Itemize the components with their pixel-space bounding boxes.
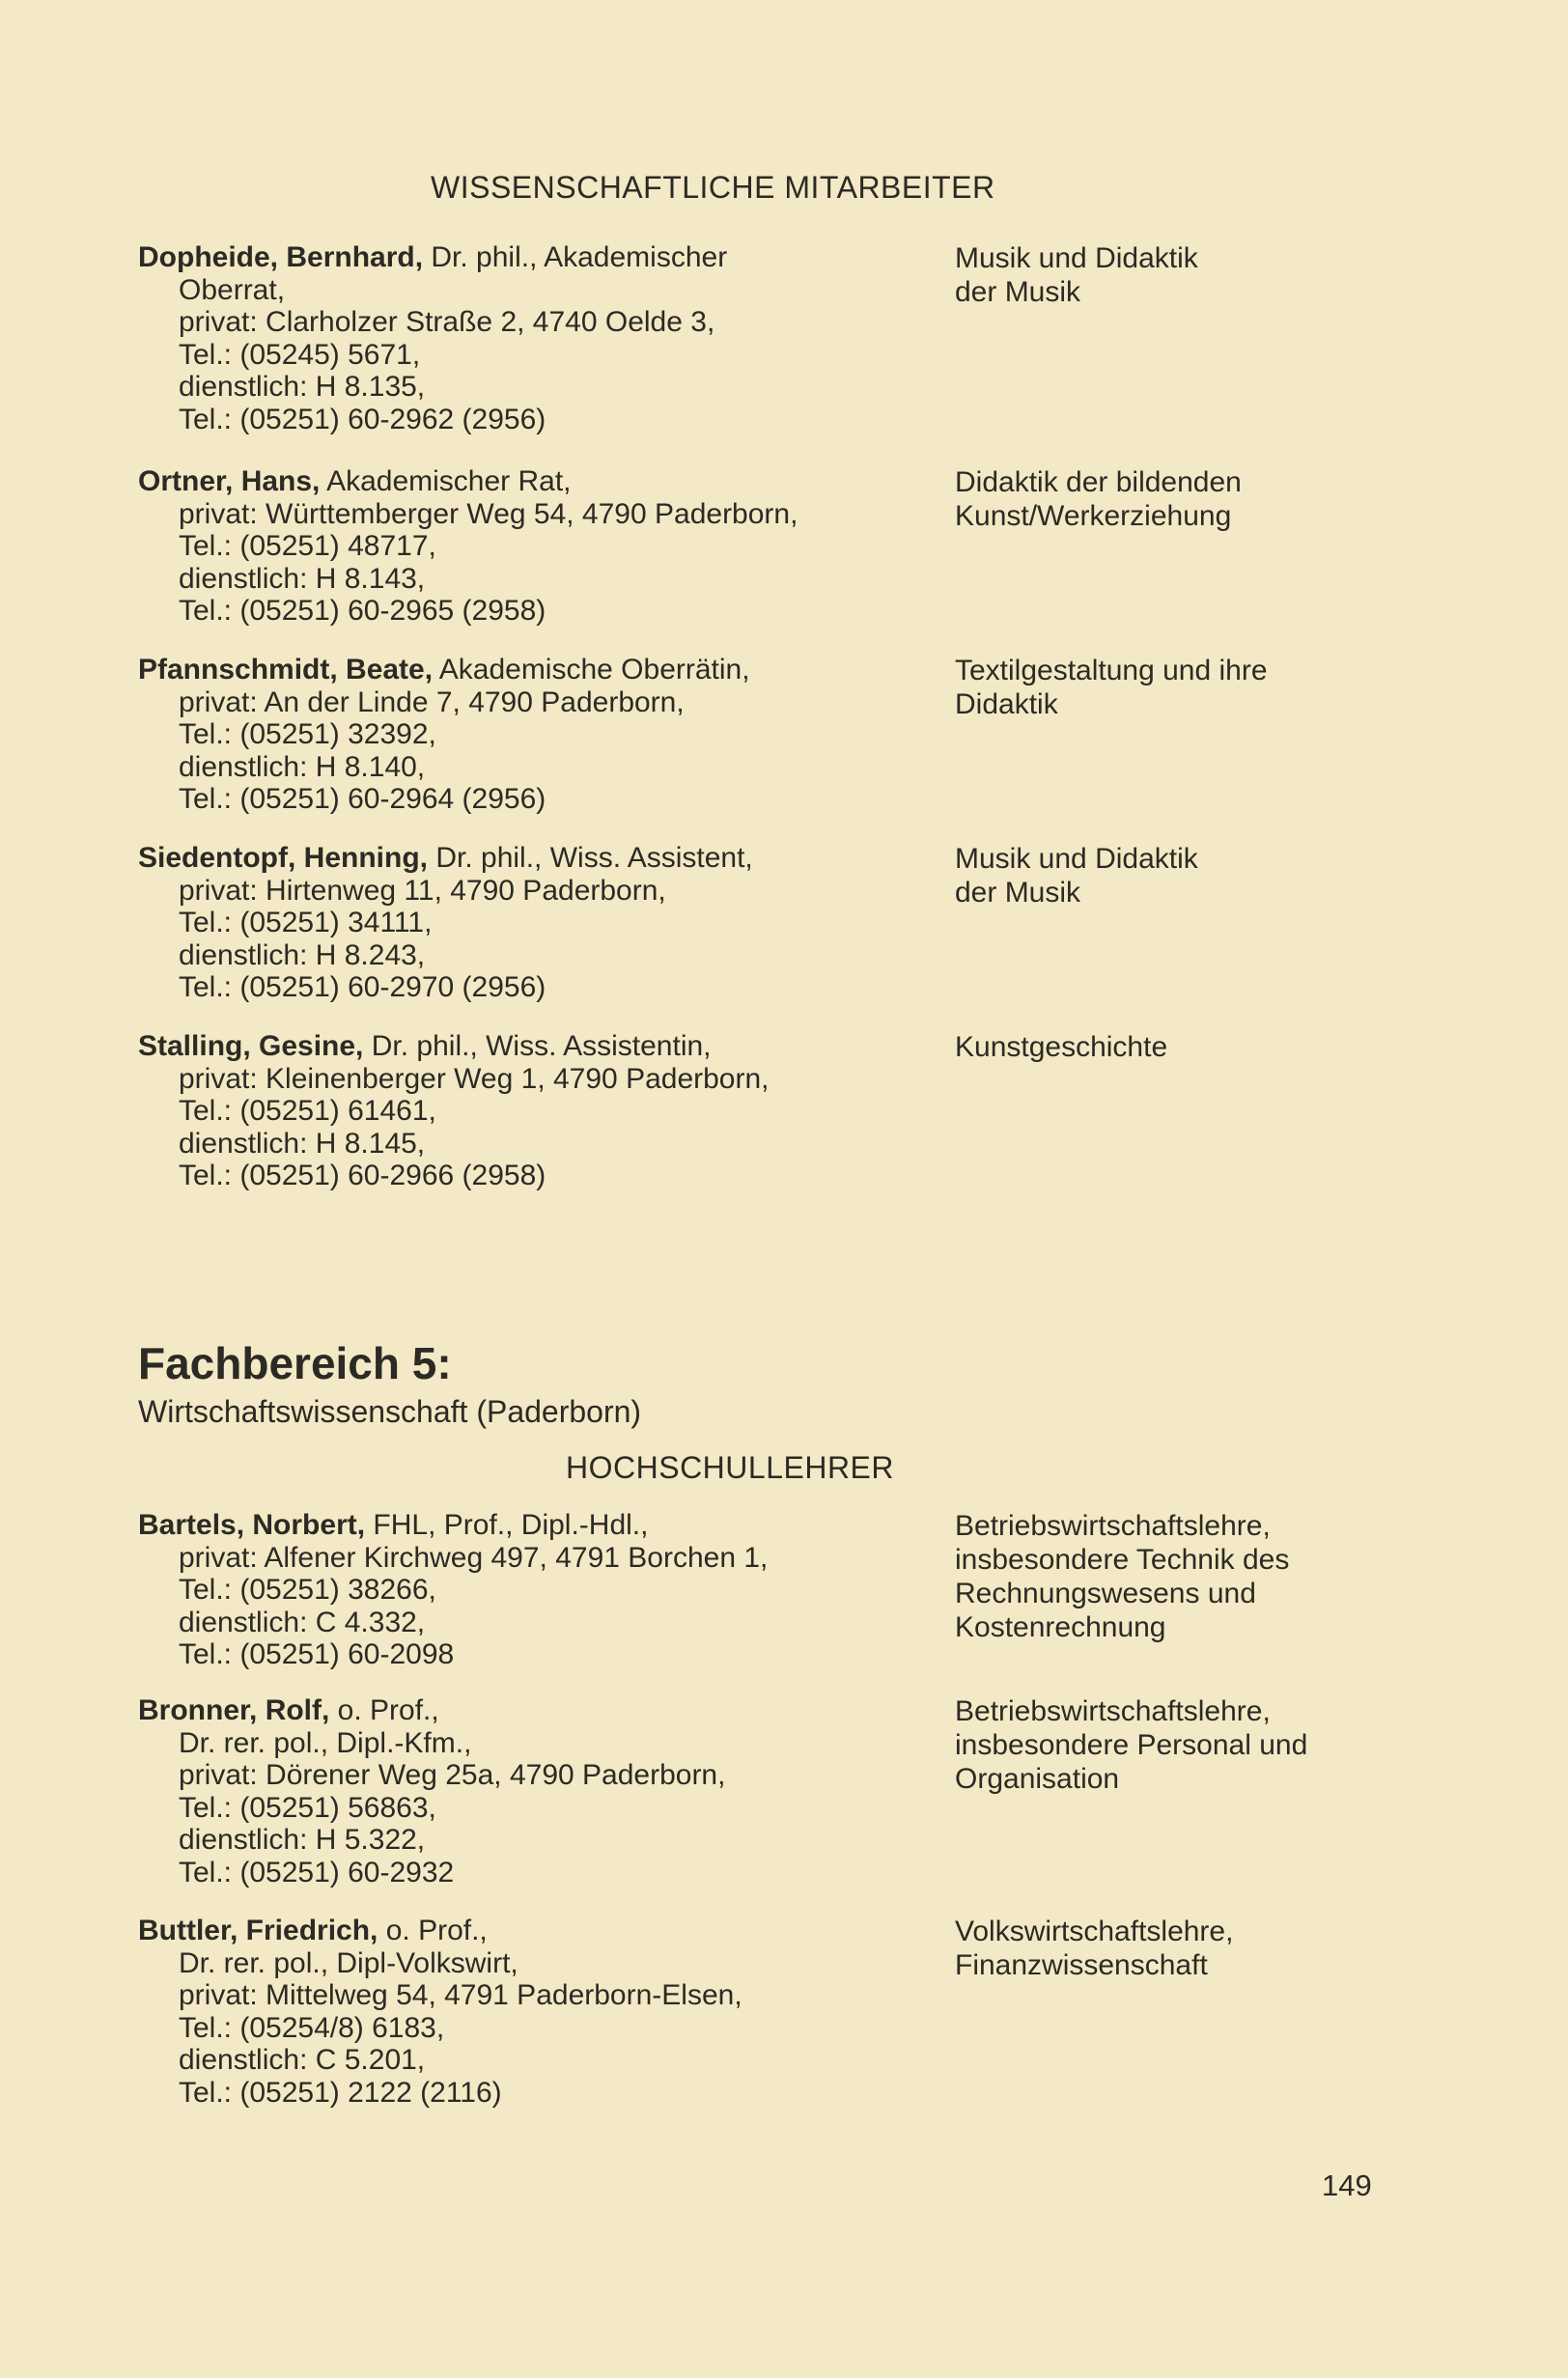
professor-name: Bartels, Norbert, [138, 1509, 366, 1541]
staff-title: Akademische Oberrätin, [433, 654, 750, 685]
detail-line: privat: Dörener Weg 25a, 4790 Paderborn, [179, 1759, 726, 1791]
detail-line: Tel.: (05251) 60-2965 (2958) [179, 595, 546, 627]
subject-line: Musik und Didaktik [955, 843, 1198, 875]
detail-line: Tel.: (05251) 60-2962 (2956) [179, 403, 546, 435]
detail-line: Tel.: (05251) 34111, [179, 907, 433, 938]
detail-line: privat: Alfener Kirchweg 497, 4791 Borchen 1, [179, 1541, 769, 1574]
detail-line: privat: Clarholzer Straße 2, 4740 Oelde 3, [179, 306, 715, 338]
detail-line: dienstlich: C 4.332, [179, 1606, 426, 1638]
staff-subject [955, 842, 1409, 909]
staff-details [138, 241, 930, 435]
detail-line: privat: Hirtenweg 11, 4790 Paderborn, [179, 874, 666, 907]
staff-details [138, 842, 930, 1004]
detail-line: Tel.: (05251) 60-2966 (2958) [179, 1160, 546, 1191]
staff-title: Dr. phil., Akademischer [423, 241, 728, 273]
detail-line: dienstlich: H 8.143, [179, 562, 426, 595]
staff-name: Dopheide, Bernhard, [138, 241, 424, 273]
subject-line: Rechnungswesens und [955, 1578, 1256, 1609]
subject-line: Finanzwissenschaft [955, 1949, 1208, 1981]
professor-title: o. Prof., [329, 1694, 439, 1726]
detail-line: Tel.: (05251) 60-2932 [179, 1856, 455, 1888]
detail-line: Oberrat, [179, 273, 286, 306]
staff-details [138, 465, 930, 628]
detail-line: privat: Württemberger Weg 54, 4790 Paderborn, [179, 497, 798, 530]
detail-line: privat: Mittelweg 54, 4791 Paderborn-Elsen, [179, 1979, 742, 2011]
professor-subject [955, 1509, 1409, 1644]
detail-line: Tel.: (05251) 48717, [179, 530, 436, 562]
detail-line: Tel.: (05254/8) 6183, [179, 2011, 445, 2044]
detail-line: dienstlich: C 5.201, [179, 2044, 426, 2076]
staff-name: Pfannschmidt, Beate, [138, 654, 434, 685]
subject-line: Textilgestaltung und ihre [955, 655, 1268, 686]
staff-details [138, 1030, 930, 1192]
professor-title: FHL, Prof., Dipl.-Hdl., [365, 1509, 649, 1541]
detail-line: Tel.: (05251) 32392, [179, 718, 436, 750]
staff-name: Siedentopf, Henning, [138, 842, 428, 874]
subject-line: Didaktik [955, 688, 1058, 720]
detail-line: dienstlich: H 8.243, [179, 938, 426, 971]
staff-name: Stalling, Gesine, [138, 1030, 364, 1062]
staff-subject [955, 465, 1409, 533]
subject-line: Didaktik der bildenden [955, 466, 1242, 498]
staff-subject [955, 241, 1409, 309]
detail-line: dienstlich: H 5.322, [179, 1824, 426, 1856]
detail-line: Tel.: (05251) 60-2098 [179, 1638, 455, 1670]
subject-line: Organisation [955, 1763, 1120, 1795]
detail-line: Dr. rer. pol., Dipl.-Kfm., [179, 1726, 472, 1759]
detail-line: Tel.: (05251) 61461, [179, 1095, 436, 1127]
professor-subject [955, 1915, 1409, 1982]
professor-name: Bronner, Rolf, [138, 1694, 330, 1726]
detail-line: dienstlich: H 8.145, [179, 1127, 426, 1160]
detail-line: dienstlich: H 8.135, [179, 371, 426, 403]
staff-subject [955, 654, 1409, 721]
detail-line: Tel.: (05251) 60-2970 (2956) [179, 971, 546, 1003]
staff-title: Dr. phil., Wiss. Assistent, [428, 842, 753, 874]
subject-line: Kunstgeschichte [955, 1031, 1168, 1063]
professor-subject [955, 1694, 1409, 1796]
subject-line: Musik und Didaktik [955, 242, 1198, 274]
staff-details [138, 654, 930, 816]
section-heading-hochschullehrer: HOCHSCHULLEHRER [566, 1450, 894, 1485]
professor-details [138, 1694, 930, 1888]
subject-line: der Musik [955, 276, 1081, 308]
staff-subject [955, 1030, 1409, 1064]
detail-line: dienstlich: H 8.140, [179, 750, 426, 783]
professor-details [138, 1509, 930, 1671]
subject-line: Betriebswirtschaftslehre, [955, 1695, 1271, 1727]
subject-line: Kostenrechnung [955, 1611, 1166, 1643]
subject-line: Kunst/Werkerziehung [955, 500, 1232, 532]
professor-details [138, 1915, 930, 2109]
staff-name: Ortner, Hans, [138, 465, 321, 497]
detail-line: Tel.: (05251) 2122 (2116) [179, 2076, 502, 2109]
detail-line: Tel.: (05251) 56863, [179, 1791, 436, 1824]
subject-line: insbesondere Technik des [955, 1544, 1290, 1576]
detail-line: Tel.: (05251) 38266, [179, 1574, 436, 1606]
subject-line: Betriebswirtschaftslehre, [955, 1510, 1271, 1542]
department-subtitle: Wirtschaftswissenschaft (Paderborn) [138, 1394, 642, 1429]
staff-title: Dr. phil., Wiss. Assistentin, [363, 1030, 712, 1062]
page-number: 149 [1322, 2168, 1372, 2202]
detail-line: Tel.: (05245) 5671, [179, 338, 421, 371]
detail-line: privat: Kleinenberger Weg 1, 4790 Paderborn, [179, 1062, 770, 1095]
subject-line: Volkswirtschaftslehre, [955, 1916, 1234, 1947]
detail-line: privat: An der Linde 7, 4790 Paderborn, [179, 685, 685, 718]
subject-line: der Musik [955, 877, 1081, 909]
section-heading-mitarbeiter: WISSENSCHAFTLICHE MITARBEITER [431, 170, 995, 205]
subject-line: insbesondere Personal und [955, 1729, 1308, 1761]
detail-line: Tel.: (05251) 60-2964 (2956) [179, 783, 546, 815]
professor-name: Buttler, Friedrich, [138, 1915, 378, 1946]
professor-title: o. Prof., [378, 1915, 488, 1946]
staff-title: Akademischer Rat, [320, 465, 572, 497]
department-title: Fachbereich 5: [138, 1338, 452, 1388]
detail-line: Dr. rer. pol., Dipl-Volkswirt, [179, 1946, 518, 1979]
